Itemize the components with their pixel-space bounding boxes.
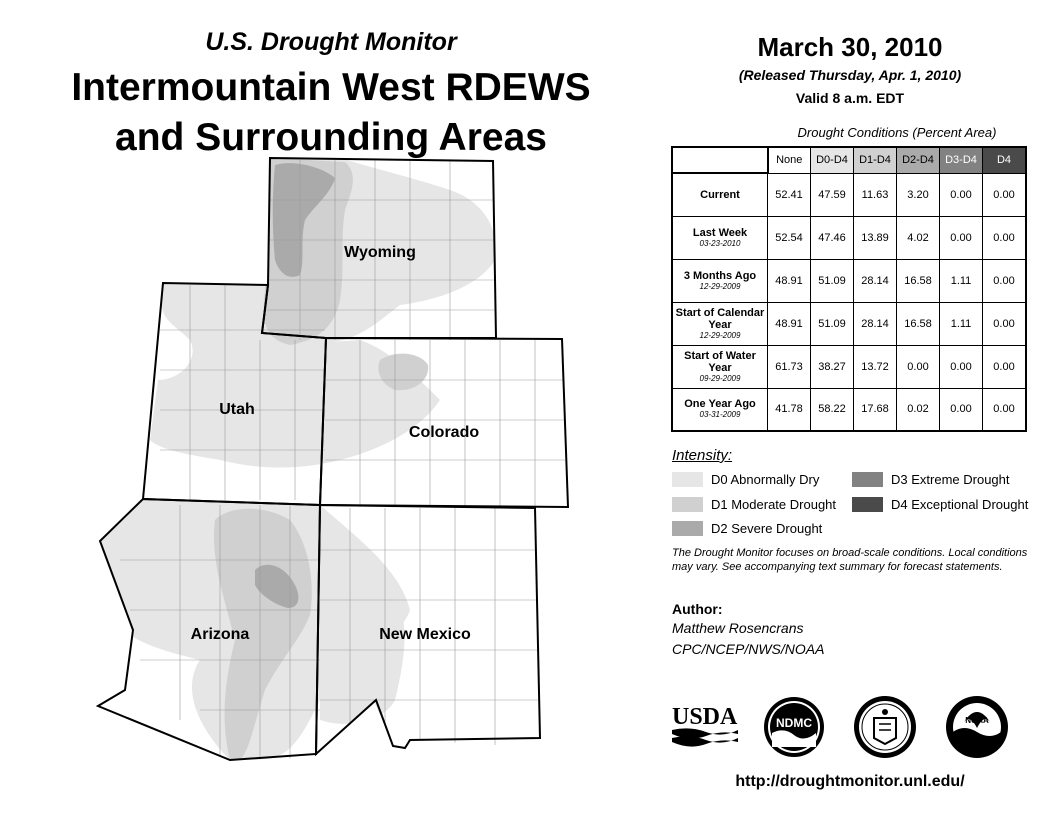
row-label-current: Current	[672, 173, 768, 216]
col-header-d2-d4: D2-D4	[897, 147, 940, 173]
row-label-start-of-water-year: Start of Water Year 09-29-2009	[672, 345, 768, 388]
d0-area-new-mexico	[320, 587, 404, 724]
cell-value: 41.78	[768, 388, 811, 431]
legend-title: Intensity:	[672, 447, 733, 464]
cell-value: 52.54	[768, 216, 811, 259]
cell-value: 4.02	[897, 216, 940, 259]
state-label-wyoming: Wyoming	[344, 244, 416, 261]
cell-value: 47.46	[811, 216, 854, 259]
cell-value: 0.02	[897, 388, 940, 431]
cell-value: 58.22	[811, 388, 854, 431]
cell-value: 0.00	[983, 216, 1027, 259]
cell-value: 51.09	[811, 302, 854, 345]
cell-value: 1.11	[940, 302, 983, 345]
page-title-line-1: Intermountain West RDEWS	[71, 66, 591, 109]
ndmc-logo-text: NDMC	[776, 716, 812, 730]
state-label-arizona: Arizona	[190, 626, 250, 643]
cell-value: 0.00	[983, 302, 1027, 345]
row-label-3-months-ago: 3 Months Ago 12-29-2009	[672, 259, 768, 302]
table-row	[672, 345, 1026, 388]
usda-logo	[670, 700, 740, 750]
cell-value: 0.00	[983, 388, 1027, 431]
drought-conditions-table	[671, 146, 1027, 432]
cell-value: 0.00	[897, 345, 940, 388]
cell-value: 11.63	[854, 173, 897, 216]
cell-value: 3.20	[897, 173, 940, 216]
cell-value: 17.68	[854, 388, 897, 431]
legend-label-d2: D2 Severe Drought	[711, 521, 823, 536]
author-name: Matthew Rosencrans	[672, 620, 804, 636]
row-label-one-year-ago: One Year Ago 03-31-2009	[672, 388, 768, 431]
disclaimer-note: The Drought Monitor focuses on broad-scale conditions. Local conditions may vary. See accompanying text summary for forecast statements.	[672, 547, 1028, 573]
cell-value: 28.14	[854, 302, 897, 345]
cell-value: 0.00	[940, 388, 983, 431]
col-header-d4: D4	[983, 147, 1027, 173]
row-sublabel-date: 12-29-2009	[699, 281, 741, 291]
col-header-none: None	[768, 147, 811, 173]
row-label-last-week: Last Week 03-23-2010	[672, 216, 768, 259]
cell-value: 48.91	[768, 259, 811, 302]
legend-swatch-d2	[672, 521, 703, 536]
cell-value: 0.00	[940, 173, 983, 216]
author-label: Author:	[672, 601, 723, 617]
author-org: CPC/NCEP/NWS/NOAA	[672, 641, 825, 657]
cell-value: 16.58	[897, 302, 940, 345]
page-title-line-2: and Surrounding Areas	[115, 116, 547, 159]
col-header-d0-d4: D0-D4	[811, 147, 854, 173]
table-caption: Drought Conditions (Percent Area)	[797, 125, 997, 140]
legend-swatch-d1	[672, 497, 703, 512]
table-row	[672, 173, 1026, 216]
super-title: U.S. Drought Monitor	[205, 28, 457, 56]
table-row	[672, 302, 1026, 345]
state-label-utah: Utah	[219, 401, 255, 418]
cell-value: 0.00	[940, 345, 983, 388]
legend-label-d3: D3 Extreme Drought	[891, 472, 1010, 487]
ndmc-logo	[762, 695, 826, 759]
col-header-d3-d4: D3-D4	[940, 147, 983, 173]
legend-label-d0: D0 Abnormally Dry	[711, 472, 820, 487]
cell-value: 48.91	[768, 302, 811, 345]
cell-value: 52.41	[768, 173, 811, 216]
drought-areas	[100, 158, 496, 760]
cell-value: 13.72	[854, 345, 897, 388]
legend-label-d4: D4 Exceptional Drought	[891, 497, 1029, 512]
legend-swatch-d3	[852, 472, 883, 487]
cell-value: 38.27	[811, 345, 854, 388]
cell-value: 47.59	[811, 173, 854, 216]
cell-value: 0.00	[983, 173, 1027, 216]
valid-time: Valid 8 a.m. EDT	[795, 90, 905, 106]
noaa-logo	[944, 694, 1010, 760]
cell-value: 13.89	[854, 216, 897, 259]
cell-value: 61.73	[768, 345, 811, 388]
row-sublabel-date: 03-31-2009	[699, 410, 741, 420]
cell-value: 0.00	[983, 259, 1027, 302]
cell-value: 1.11	[940, 259, 983, 302]
state-label-new-mexico: New Mexico	[379, 626, 471, 643]
row-label-start-of-calendar-year: Start of Calendar Year 12-29-2009	[672, 302, 768, 345]
release-date: (Released Thursday, Apr. 1, 2010)	[738, 67, 962, 83]
cell-value: 28.14	[854, 259, 897, 302]
map-date: March 30, 2010	[757, 32, 943, 62]
row-sublabel-date: 03-23-2010	[699, 238, 741, 248]
table-row	[672, 259, 1026, 302]
state-label-colorado: Colorado	[408, 424, 480, 441]
legend-swatch-d0	[672, 472, 703, 487]
drought-map	[0, 150, 660, 770]
col-header-d1-d4: D1-D4	[854, 147, 897, 173]
legend-swatch-d4	[852, 497, 883, 512]
cell-value: 0.00	[940, 216, 983, 259]
table-header-row	[672, 147, 1026, 173]
noaa-logo-text: NOAA	[965, 716, 989, 725]
table-row	[672, 216, 1026, 259]
cell-value: 51.09	[811, 259, 854, 302]
commerce-seal	[852, 694, 918, 760]
table-row	[672, 388, 1026, 431]
legend-label-d1: D1 Moderate Drought	[711, 497, 837, 512]
cell-value: 0.00	[983, 345, 1027, 388]
row-sublabel-date: 09-29-2009	[699, 373, 741, 383]
website-url[interactable]: http://droughtmonitor.unl.edu/	[735, 773, 965, 790]
table-corner	[672, 147, 768, 173]
row-sublabel-date: 12-29-2009	[699, 330, 741, 340]
usda-logo-text: USDA	[672, 704, 738, 730]
cell-value: 16.58	[897, 259, 940, 302]
